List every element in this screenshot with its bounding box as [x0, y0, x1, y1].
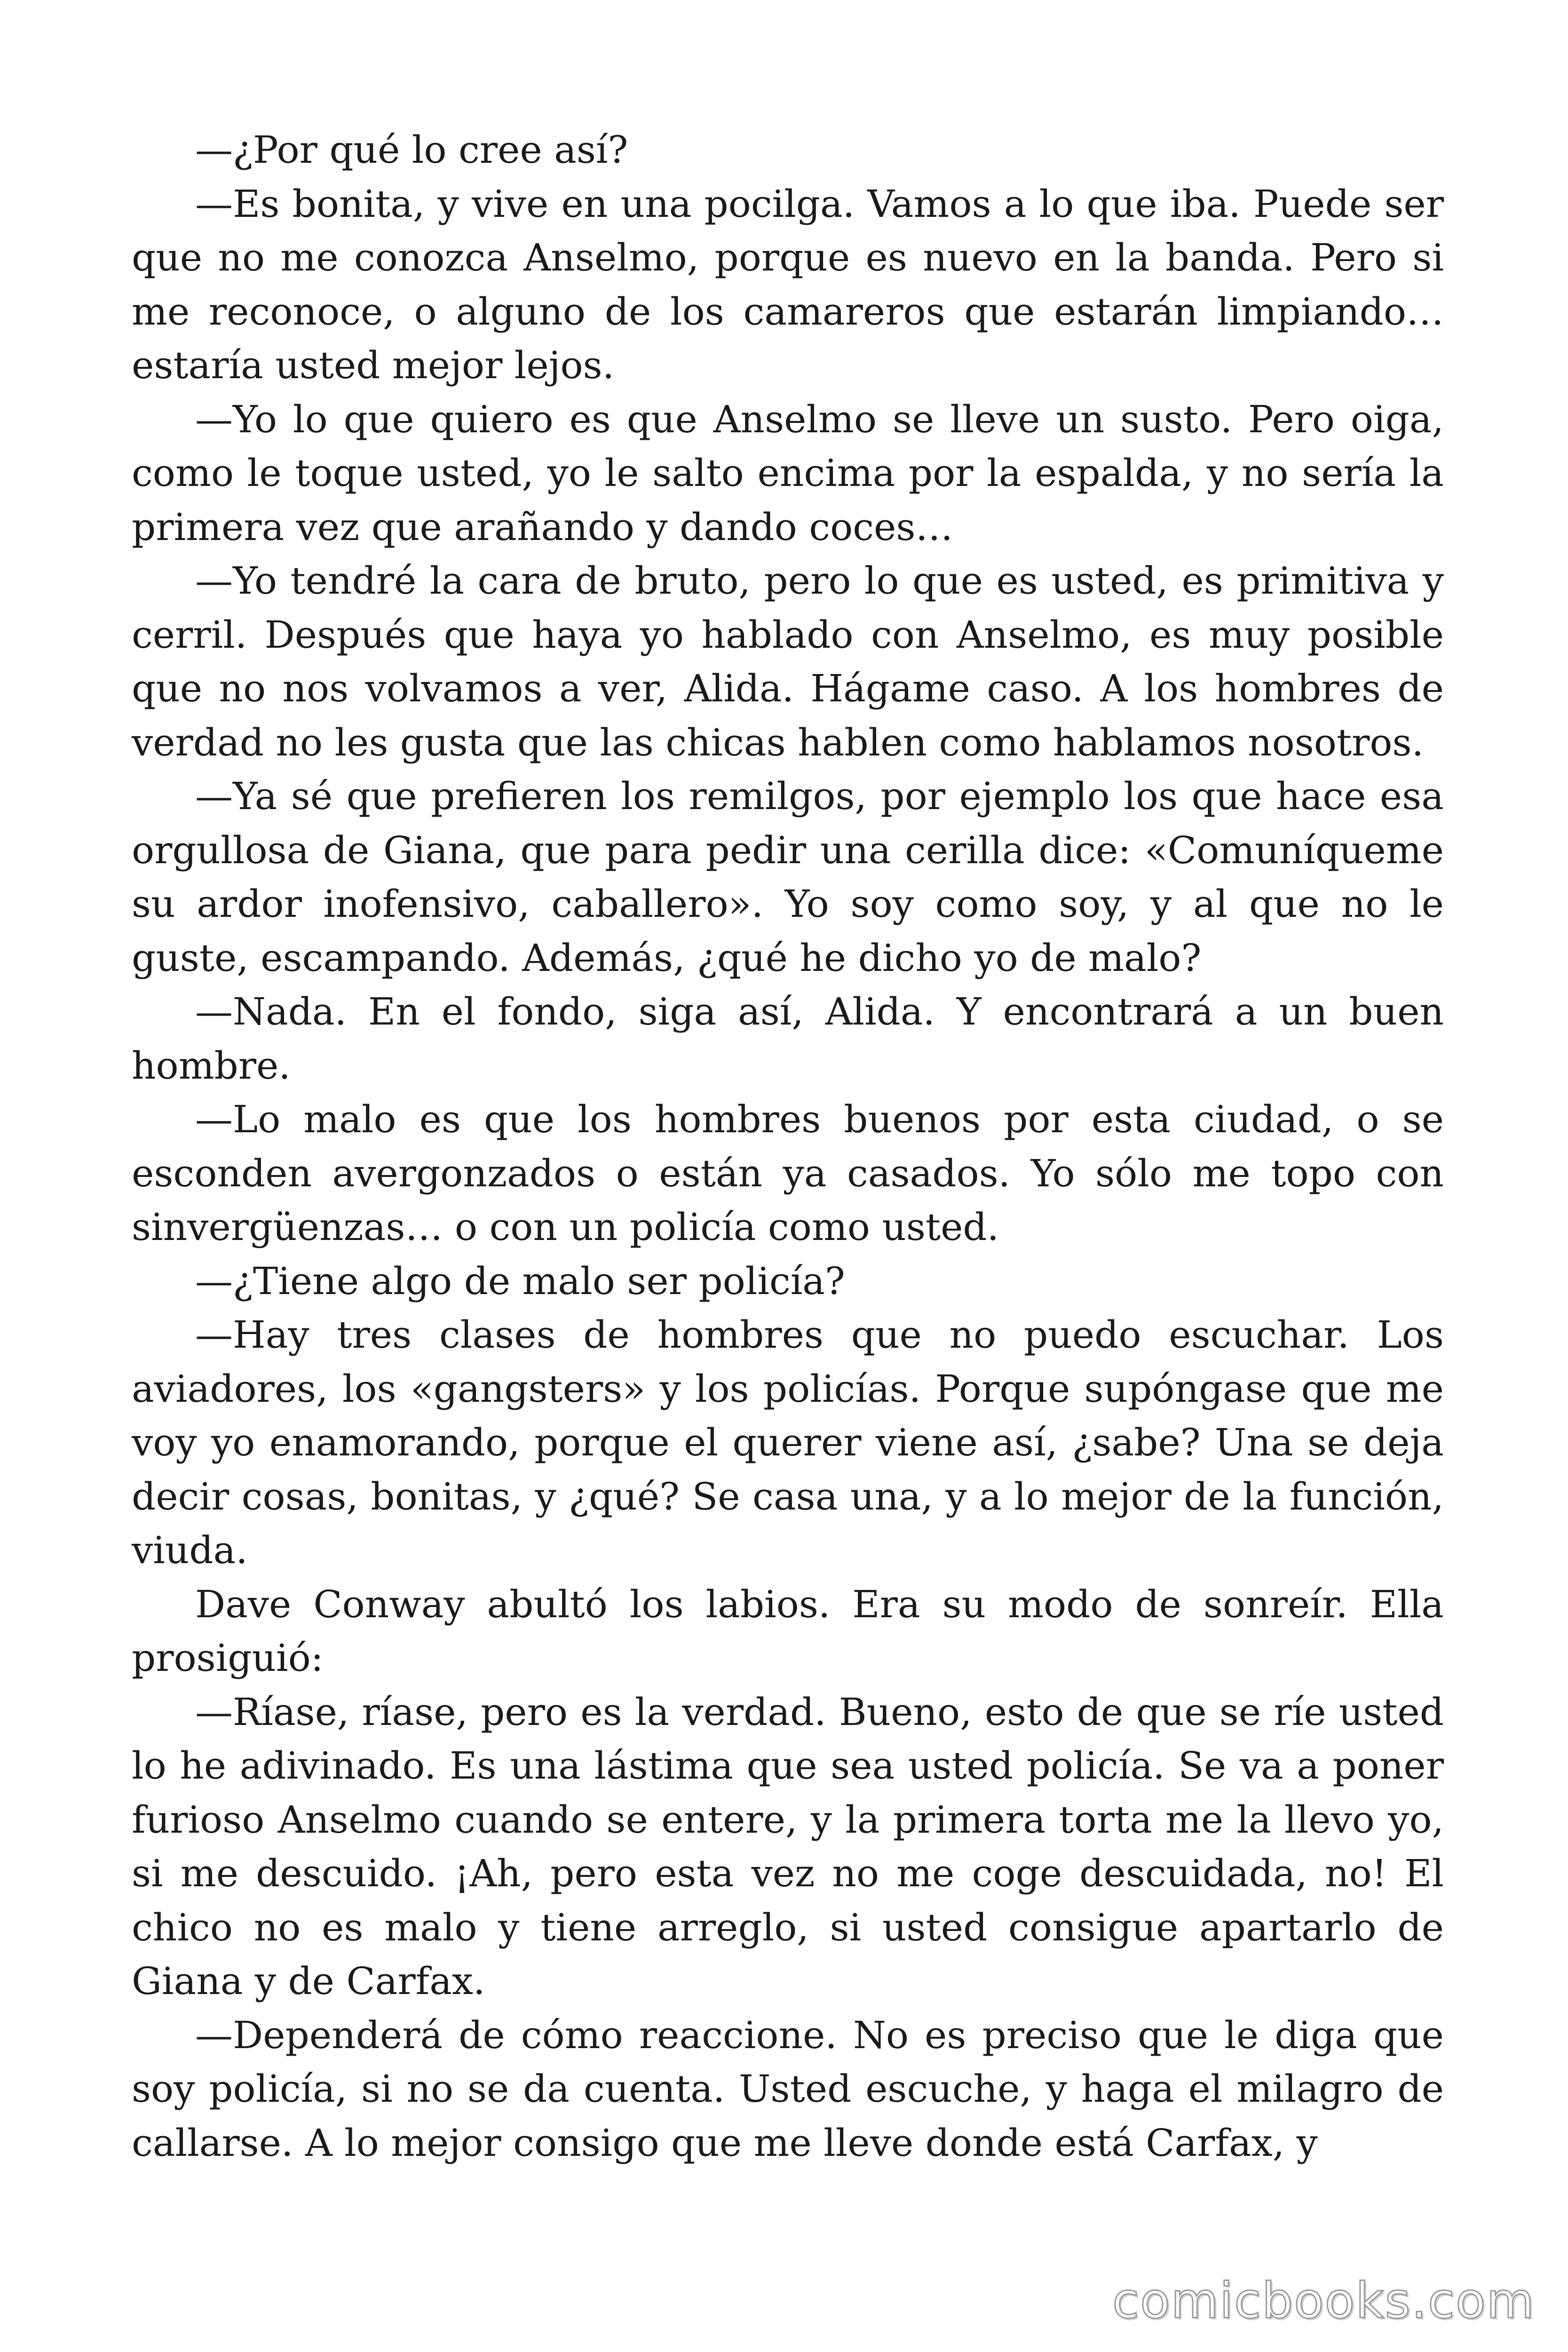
paragraph: —¿Tiene algo de malo ser policía? [195, 1259, 845, 1303]
paragraph: —Yo tendré la cara de bruto, pero lo que es usted, es primitiva y cerril. Después que haya yo hablado con Anselmo, es muy posible que no nos volvamos a ver, Alida. Hágame caso. A los hombres de verdad no les gusta que las chicas hablen como hablamos nosotros. [132, 559, 1444, 764]
page-text [132, 123, 1444, 2170]
paragraph: Dave Conway abultó los labios. Era su modo de sonreír. Ella prosiguió: [132, 1582, 1444, 1680]
paragraph: —Nada. En el fondo, siga así, Alida. Y encontrará a un buen hombre. [132, 990, 1444, 1088]
paragraph: —Es bonita, y vive en una pocilga. Vamos a lo que iba. Puede ser que no me conozca Anselmo, porque es nuevo en la banda. Pero si me reconoce, o alguno de los camareros que estarán limpiando… estaría usted mejor lejos. [132, 182, 1444, 387]
watermark-logo: comicbooks.com [1112, 2272, 1535, 2329]
paragraph: —¿Por qué lo cree así? [195, 128, 628, 172]
paragraph: —Hay tres clases de hombres que no puedo escuchar. Los aviadores, los «gangsters» y los policías. Porque supóngase que me voy yo enamorando, porque el querer viene así, ¿sabe? Una se deja decir cosas, bonitas, y ¿qué? Se casa una, y a lo mejor de la función, viuda. [132, 1313, 1444, 1572]
paragraph: —Lo malo es que los hombres buenos por esta ciudad, o se esconden avergonzados o están ya casados. Yo sólo me topo con sinvergüenzas… o con un policía como usted. [132, 1097, 1444, 1249]
paragraph: —Yo lo que quiero es que Anselmo se lleve un susto. Pero oiga, como le toque usted, yo le salto encima por la espalda, y no sería la primera vez que arañando y dando coces… [132, 397, 1444, 549]
paragraph: —Dependerá de cómo reaccione. No es preciso que le diga que soy policía, si no se da cuenta. Usted escuche, y haga el milagro de callarse. A lo mejor consigo que me lleve donde está Carfax, y [132, 2013, 1444, 2165]
paragraph: —Ríase, ríase, pero es la verdad. Bueno, esto de que se ríe usted lo he adivinado. Es una lástima que sea usted policía. Se va a poner furioso Anselmo cuando se entere, y la primera torta me la llevo yo, si me descuido. ¡Ah, pero esta vez no me coge descuidada, no! El chico no es malo y tiene arreglo, si usted consigue apartarlo de Giana y de Carfax. [132, 1690, 1444, 2003]
paragraph: —Ya sé que prefieren los remilgos, por ejemplo los que hace esa orgullosa de Giana, que para pedir una cerilla dice: «Comuníqueme su ardor inofensivo, caballero». Yo soy como soy, y al que no le guste, escampando. Además, ¿qué he dicho yo de malo? [132, 774, 1444, 980]
